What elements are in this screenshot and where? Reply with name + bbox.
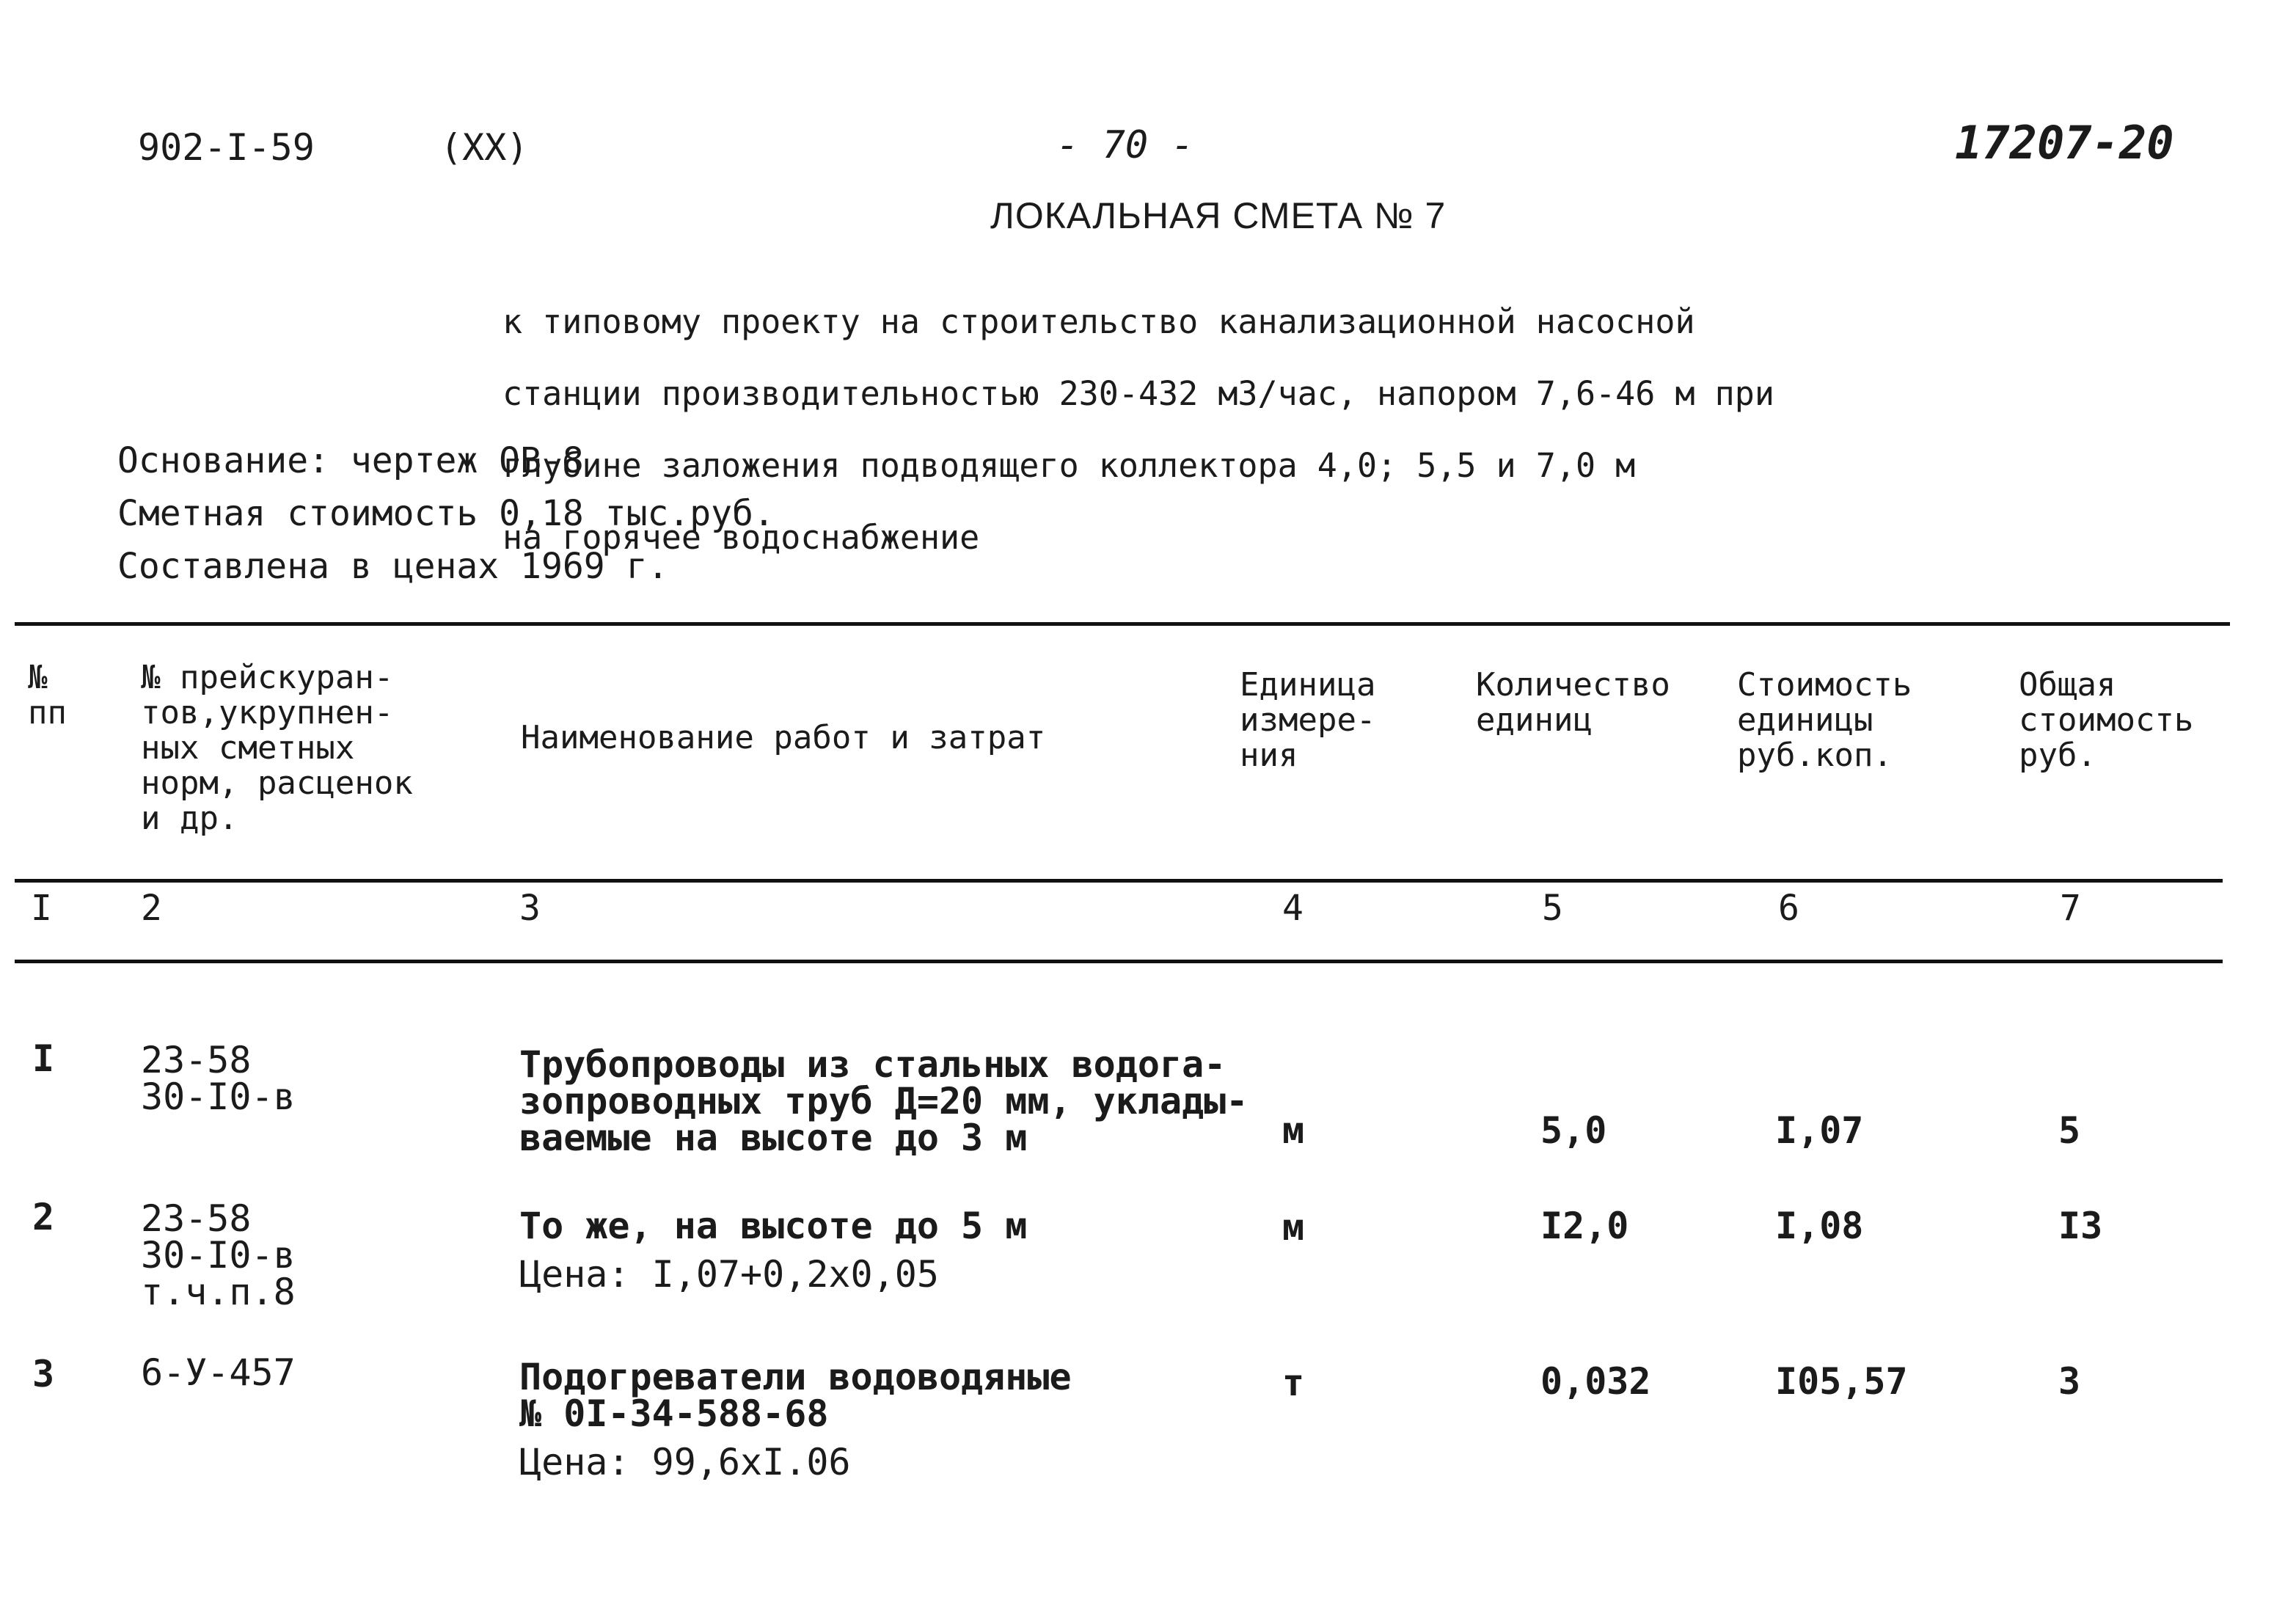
- row-unit-cost: I05,57: [1775, 1360, 1908, 1403]
- row-quantity: 0,032: [1540, 1360, 1651, 1403]
- row-work-name: Трубопроводы из стальных водога- зопроводных труб Д=20 мм, уклады- ваемые на высоте до 3 м: [519, 1043, 1248, 1159]
- row-quantity: 5,0: [1540, 1109, 1607, 1152]
- col-header-unit-cost: Стоимость единицы руб.коп.: [1737, 666, 1912, 774]
- row-reference: 6-У-457: [141, 1351, 296, 1394]
- row-price-note: Цена: I,07+0,2х0,05: [519, 1253, 939, 1296]
- col-number-1: I: [31, 888, 52, 929]
- row-unit-cost: I,08: [1775, 1205, 1864, 1247]
- col-header-name: Наименование работ и затрат: [521, 719, 1046, 756]
- col-number-5: 5: [1542, 888, 1563, 929]
- estimate-subtitle: [502, 268, 1774, 591]
- subtitle-line: к типовому проекту на строительство канализационной насосной: [502, 302, 1695, 341]
- col-number-4: 4: [1282, 888, 1304, 929]
- row-unit-cost: I,07: [1775, 1109, 1864, 1152]
- col-header-number: № пп: [28, 659, 67, 731]
- subtitle-line: станции производительностью 230-432 м3/час, напором 7,6-46 м при: [502, 374, 1774, 413]
- subtitle-line: на горячее водоснабжение: [502, 518, 980, 557]
- header-bottom-rule: [15, 879, 2223, 883]
- col-header-reference: № прейскуран- тов,укрупнен- ных сметных норм, расценок и др.: [141, 659, 413, 837]
- document-number: 17207-20: [1955, 116, 2174, 169]
- row-work-name: То же, на высоте до 5 м: [519, 1205, 1028, 1247]
- basis-cost: Сметная стоимость 0,18 тыс.руб.: [117, 493, 775, 534]
- col-number-3: 3: [519, 888, 541, 929]
- basis-drawing: Основание: чертеж ОВ-8: [117, 440, 584, 481]
- col-header-total-cost: Общая стоимость руб.: [2019, 666, 2194, 774]
- row-price-note: Цена: 99,6хI.06: [519, 1441, 851, 1483]
- row-number: 3: [32, 1353, 55, 1395]
- row-unit: м: [1282, 1109, 1305, 1152]
- row-total-cost: 3: [2058, 1360, 2081, 1403]
- col-number-6: 6: [1778, 888, 1799, 929]
- section-code: (XX): [440, 126, 529, 169]
- row-unit: т: [1282, 1362, 1305, 1404]
- col-number-7: 7: [2060, 888, 2081, 929]
- page-number: - 70 -: [1056, 123, 1194, 167]
- row-total-cost: I3: [2058, 1205, 2103, 1247]
- row-number: I: [32, 1037, 55, 1080]
- row-reference: 23-58 30-I0-в: [141, 1039, 296, 1118]
- row-work-name: Подогреватели водоводяные № 0I-34-588-68: [519, 1356, 1072, 1435]
- row-total-cost: 5: [2058, 1109, 2081, 1152]
- column-number-rule: [15, 960, 2223, 963]
- col-header-quantity: Количество единиц: [1476, 666, 1670, 739]
- row-quantity: I2,0: [1540, 1205, 1629, 1247]
- basis-prices: Составлена в ценах 1969 г.: [117, 546, 669, 587]
- subtitle-line: глубине заложения подводящего коллектора 4,0; 5,5 и 7,0 м: [502, 446, 1636, 485]
- row-number: 2: [32, 1196, 55, 1238]
- estimate-title: ЛОКАЛЬНАЯ СМЕТА № 7: [990, 195, 1447, 236]
- row-unit: м: [1282, 1206, 1305, 1249]
- document-code: 902-I-59: [138, 126, 315, 169]
- row-reference: 23-58 30-I0-в т.ч.п.8: [141, 1197, 296, 1313]
- col-number-2: 2: [141, 888, 162, 929]
- table-top-rule: [15, 622, 2230, 626]
- col-header-unit: Единица измере- ния: [1240, 666, 1376, 774]
